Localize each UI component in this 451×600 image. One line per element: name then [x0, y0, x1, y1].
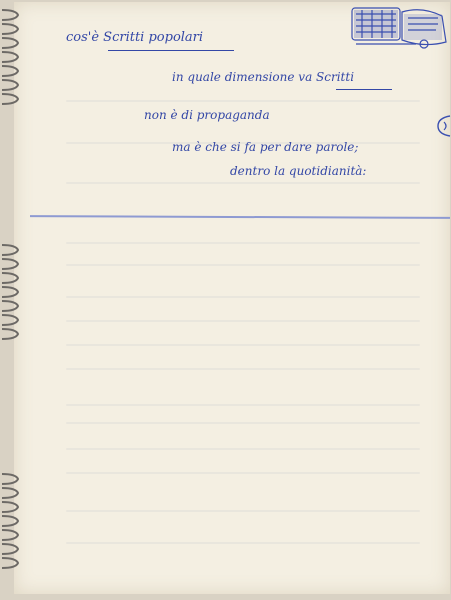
handwritten-line-3: non è di propaganda [144, 108, 270, 122]
handwritten-line-4: ma è che si fa per dare parole; [172, 140, 359, 154]
underline-line-1 [108, 50, 234, 51]
margin-mark-icon [436, 112, 451, 140]
handwritten-line-5: dentro la quotidianità: [230, 164, 367, 178]
spiral-binding-icon [0, 0, 30, 600]
handwritten-line-2: in quale dimensione va Scritti [172, 70, 355, 84]
handwritten-line-1: cos'è Scritti popolari [66, 30, 204, 45]
underline-line-2 [336, 89, 392, 90]
notebook-page [14, 2, 450, 594]
stamp-drawing-icon [350, 4, 450, 52]
